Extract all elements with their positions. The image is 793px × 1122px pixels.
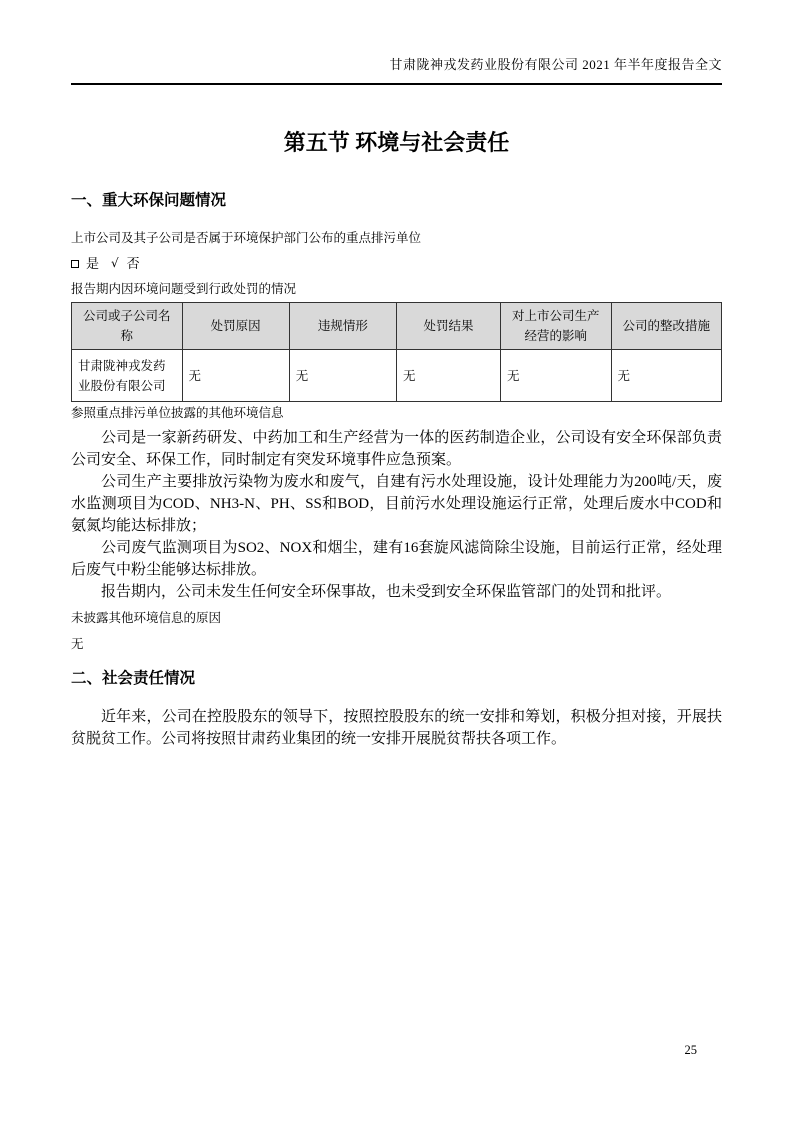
question-key-pollutant-unit: 上市公司及其子公司是否属于环境保护部门公布的重点排污单位 (71, 231, 422, 245)
running-header: 甘肃陇神戎发药业股份有限公司 2021 年半年度报告全文 (71, 56, 722, 85)
section-heading-environment: 一、重大环保问题情况 (71, 192, 227, 209)
other-env-info-label: 参照重点排污单位披露的其他环境信息 (71, 406, 284, 420)
social-paragraph: 近年来，公司在控股股东的领导下，按照控股股东的统一安排和筹划，积极分担对接，开展扶贫脱贫工作。公司将按照甘肃药业集团的统一安排开展脱贫帮扶各项工作。 (71, 709, 722, 747)
col-header-penalty-result: 处罚结果 (397, 303, 501, 350)
col-header-penalty-reason: 处罚原因 (182, 303, 289, 350)
penalty-table (71, 302, 722, 402)
cell-company-name: 甘肃陇神戎发药业股份有限公司 (72, 350, 183, 402)
checkbox-unchecked-icon (71, 260, 79, 268)
penalty-table-data-row (72, 350, 722, 402)
env-paragraph: 公司生产主要排放污染物为废水和废气，自建有污水处理设施，设计处理能力为200吨/天，废水监测项目为COD、NH3-N、PH、SS和BOD，目前污水处理设施运行正常，处理后废水中COD和氨氮均能达标排放； (71, 474, 722, 534)
col-header-company-name: 公司或子公司名称 (72, 303, 183, 350)
choice-no-label: 否 (126, 256, 140, 271)
no-disclosure-reason-value: 无 (71, 637, 84, 651)
env-paragraph: 报告期内，公司未发生任何安全环保事故，也未受到安全环保监管部门的处罚和批评。 (101, 584, 672, 600)
env-paragraph: 公司废气监测项目为SO2、NOX和烟尘，建有16套旋风滤筒除尘设施，目前运行正常，经处理后废气中粉尘能够达标排放。 (71, 540, 722, 578)
cell-penalty-reason: 无 (182, 350, 289, 402)
yes-no-choice-line (71, 255, 722, 272)
section-heading-social: 二、社会责任情况 (71, 670, 196, 687)
cell-impact: 无 (501, 350, 612, 402)
cell-rectification: 无 (611, 350, 722, 402)
check-mark-icon: √ (111, 256, 119, 270)
col-header-rectification: 公司的整改措施 (611, 303, 722, 350)
question-admin-penalty: 报告期内因环境问题受到行政处罚的情况 (71, 282, 297, 296)
col-header-impact: 对上市公司生产经营的影响 (501, 303, 612, 350)
page-number: 25 (684, 1043, 697, 1057)
no-disclosure-reason-label: 未披露其他环境信息的原因 (71, 611, 222, 625)
env-paragraph: 公司是一家新药研发、中药加工和生产经营为一体的医药制造企业，公司设有安全环保部负责公司安全、环保工作，同时制定有突发环境事件应急预案。 (71, 430, 722, 468)
choice-yes-label: 是 (86, 256, 100, 271)
cell-penalty-result: 无 (397, 350, 501, 402)
cell-violation: 无 (289, 350, 396, 402)
page-title: 第五节 环境与社会责任 (283, 130, 510, 155)
page-content (71, 84, 722, 750)
col-header-violation: 违规情形 (289, 303, 396, 350)
penalty-table-header-row (72, 303, 722, 350)
